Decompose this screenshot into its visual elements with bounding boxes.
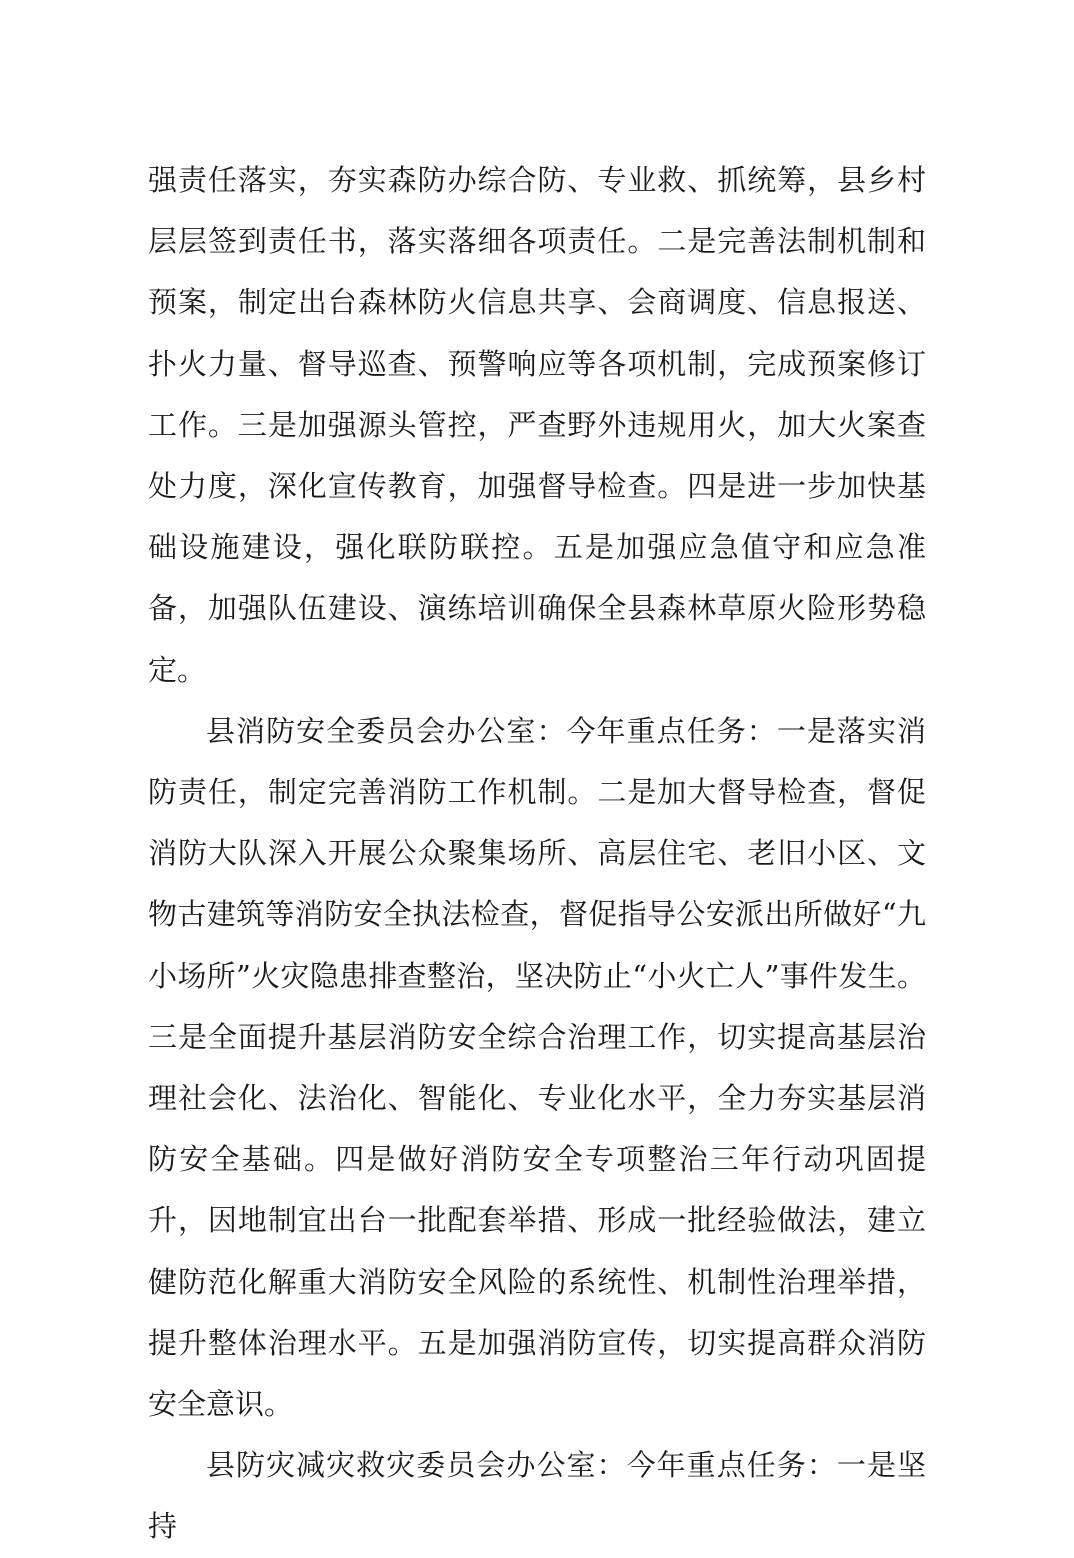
paragraph-fire-safety-committee: 县消防安全委员会办公室：今年重点任务：一是落实消防责任，制定完善消防工作机制。二是加大督导检查，督促消防大队深入开展公众聚集场所、高层住宅、老旧小区、文物古建筑等消防安全执法检查，督促指导公安派出所做好“九小场所”火灾隐患排查整治，坚决防止“小火亡人”事件发生。三是全面提升基层消防安全综合治理工作，切实提高基层治理社会化、法治化、智能化、专业化水平，全力夯实基层消防安全基础。四是做好消防安全专项整治三年行动巩固提升，因地制宜出台一批配套举措、形成一批经验做法，建立健防范化解重大消防安全风险的系统性、机制性治理举措，提升整体治理水平。五是加强消防宣传，切实提高群众消防安全意识。 (148, 713, 926, 1422)
paragraph-disaster-reduction-committee: 县防灾减灾救灾委员会办公室：今年重点任务：一是坚持 (148, 1448, 926, 1544)
document-body (148, 150, 926, 1558)
paragraph-forest-fire-prevention: 强责任落实，夯实森防办综合防、专业救、抓统筹，县乡村层层签到责任书，落实落细各项责任。二是完善法制机制和预案，制定出台森林防火信息共享、会商调度、信息报送、扑火力量、督导巡查、预警响应等各项机制，完成预案修订工作。三是加强源头管控，严查野外违规用火，加大火案查处力度，深化宣传教育，加强督导检查。四是进一步加快基础设施建设，强化联防联控。五是加强应急值守和应急准备，加强队伍建设、演练培训确保全县森林草原火险形势稳定。 (148, 163, 926, 687)
